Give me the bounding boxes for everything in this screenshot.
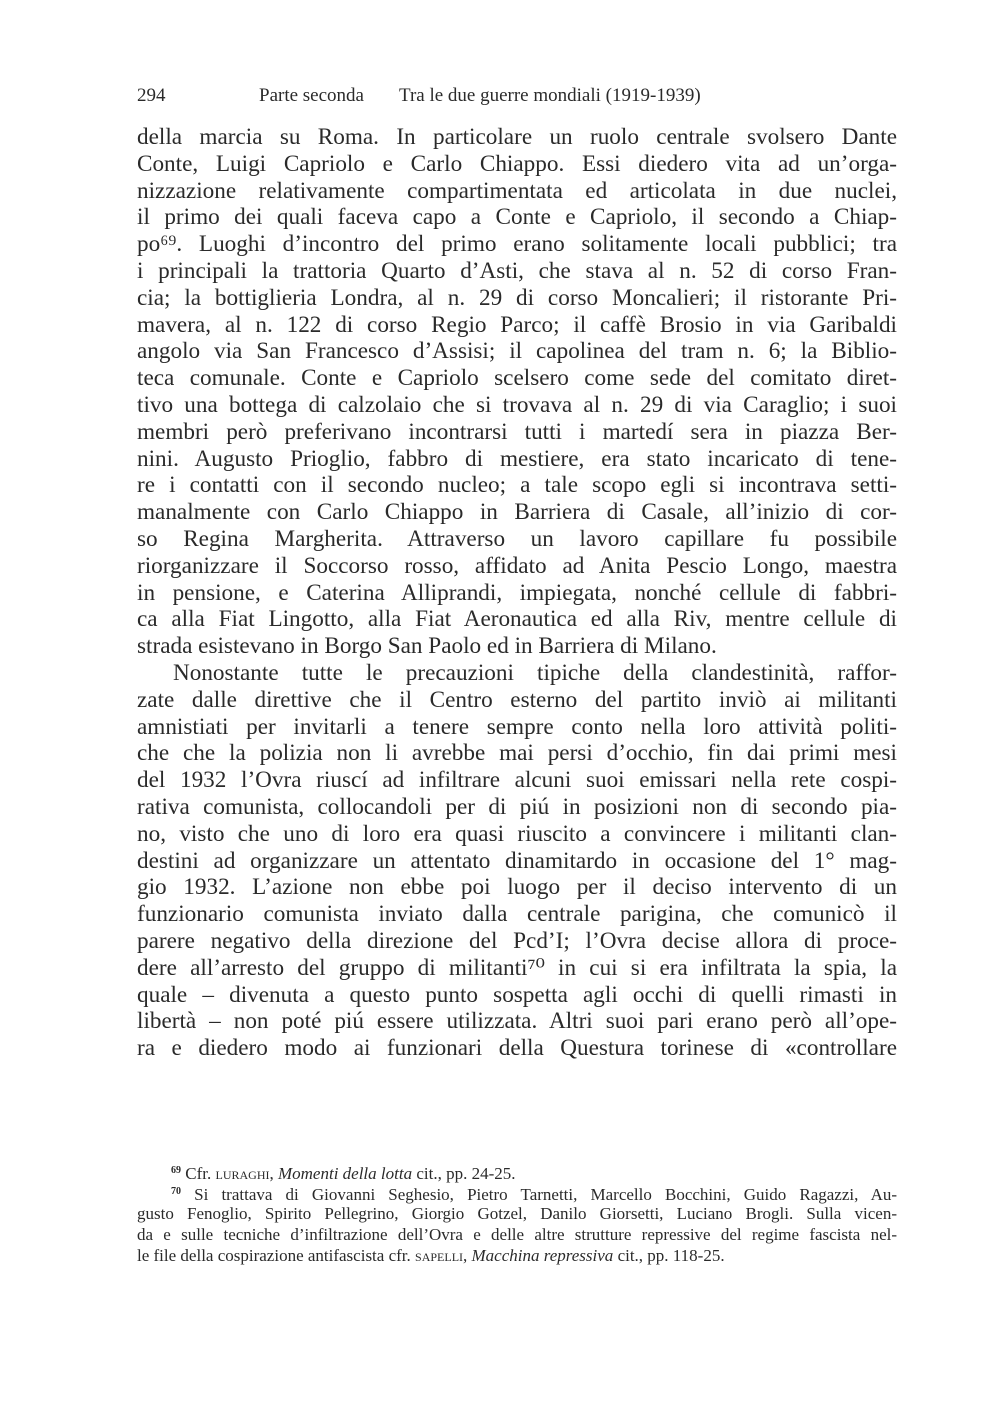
text-line: teca comunale. Conte e Capriolo scelsero come sede del comitato diret-	[137, 365, 897, 392]
running-header	[137, 84, 897, 108]
text-line: mavera, al n. 122 di corso Regio Parco; il caffè Brosio in via Garibaldi	[137, 311, 897, 338]
text-line: Conte, Luigi Capriolo e Carlo Chiappo. Essi diedero vita ad un’orga-	[137, 150, 897, 177]
header-title: Tra le due guerre mondiali (1919-1939)	[399, 85, 701, 106]
text-line: rativa comunista, collocandoli per di piú in posizioni non di secondo pia-	[137, 793, 897, 820]
text-line: nizzazione relativamente compartimentata ed articolata in due nuclei,	[137, 177, 897, 204]
footnote-text: cit., pp. 24-25.	[412, 1164, 516, 1183]
text-line: dere all’arresto del gruppo di militanti⁷⁰ in cui si era infiltrata la spia, la	[137, 954, 897, 981]
text-line: angolo via San Francesco d’Assisi; il capolinea del tram n. 6; la Biblio-	[137, 338, 897, 365]
text-line: re i contatti con il secondo nucleo; a tale scopo egli si incontrava setti-	[137, 472, 897, 499]
footnote-marker: 69	[171, 1165, 181, 1176]
footnote-70-line	[137, 1181, 898, 1205]
footnote-work-title: Macchina repressiva	[471, 1246, 614, 1266]
text-line: parere negativo della direzione del Pcd’I; l’Ovra decise allora di proce-	[137, 927, 897, 954]
text-line: in pensione, e Caterina Alliprandi, impiegata, nonché cellule di fabbri-	[137, 579, 897, 606]
text-line: i principali la trattoria Quarto d’Asti, che stava al n. 52 di corso Fran-	[137, 257, 897, 284]
text-line: cia; la bottiglieria Londra, al n. 29 di corso Moncalieri; il ristorante Pri-	[137, 284, 897, 311]
footnote-text: ,	[463, 1246, 472, 1266]
text-line: no, visto che uno di loro era quasi riuscito a convincere i militanti clan-	[137, 820, 897, 847]
text-line: libertà – non poté piú essere utilizzata. Altri suoi pari erano però all’ope-	[137, 1008, 897, 1035]
body-text	[137, 124, 897, 1062]
text-line: Nonostante tutte le precauzioni tipiche della clandestinità, raffor-	[173, 659, 897, 686]
text-line: zate dalle direttive che il Centro esterno del partito inviò ai militanti	[137, 686, 897, 713]
text-line: del 1932 l’Ovra riuscí ad infiltrare alcuni suoi emissari nella rete cospi-	[137, 767, 897, 794]
text-line: che che la polizia non li avrebbe mai persi d’occhio, fin dai primi mesi	[137, 740, 897, 767]
page-number: 294	[137, 85, 166, 106]
footnote-author: sapelli	[415, 1246, 464, 1266]
footnote-text: le file della cospirazione antifascista cfr.	[137, 1246, 416, 1266]
footnote-text: ,	[269, 1164, 278, 1183]
text-line: riorganizzare il Soccorso rosso, affidato ad Anita Pescio Longo, maestra	[137, 552, 897, 579]
footnote-text: Si trattava di Giovanni Seghesio, Pietro Tarnetti, Marcello Bocchini, Guido Ragazzi, Au-	[194, 1185, 898, 1205]
text-line: gio 1932. L’azione non ebbe poi luogo per il deciso intervento di un	[137, 874, 897, 901]
footnote-text: Cfr.	[185, 1164, 216, 1183]
text-line: destini ad organizzare un attentato dinamitardo in occasione del 1° mag-	[137, 847, 897, 874]
book-page	[137, 0, 897, 1402]
footnote-69	[137, 1160, 897, 1181]
text-line: strada esistevano in Borgo San Paolo ed in Barriera di Milano.	[137, 633, 717, 660]
text-line: ra e diedero modo ai funzionari della Questura torinese di «controllare	[137, 1035, 897, 1062]
text-line: della marcia su Roma. In particolare un ruolo centrale svolsero Dante	[137, 124, 897, 150]
footnote-work-title: Momenti della lotta	[277, 1164, 413, 1183]
text-line: ca alla Fiat Lingotto, alla Fiat Aeronautica ed alla Riv, mentre cellule di	[137, 606, 897, 633]
text-line: membri però preferivano incontrarsi tutti i martedí sera in piazza Ber-	[137, 418, 897, 445]
text-line: manalmente con Carlo Chiappo in Barriera di Casale, all’inizio di cor-	[137, 499, 897, 526]
header-part-label: Parte seconda	[259, 85, 364, 106]
text-line: tivo una bottega di calzolaio che si trovava al n. 29 di via Caraglio; i suoi	[137, 391, 897, 418]
text-line: quale – divenuta a questo punto sospetta agli occhi di quelli rimasti in	[137, 981, 897, 1008]
footnote-author: luraghi	[215, 1164, 270, 1183]
text-line: amnistiati per invitarli a tenere sempre conto nella loro attività politi-	[137, 713, 897, 740]
text-line: po⁶⁹. Luoghi d’incontro del primo erano solitamente locali pubblici; tra	[137, 231, 897, 258]
footnote-70-line: da e sulle tecniche d’infiltrazione dell’Ovra e delle altre strutture repressive del regime fascista nel-	[137, 1224, 897, 1244]
text-line: so Regina Margherita. Attraverso un lavoro capillare fu possibile	[137, 525, 897, 552]
footnote-70-line	[137, 1245, 897, 1266]
footnote-text: cit., pp. 118-25.	[613, 1246, 725, 1266]
footnote-marker: 70	[171, 1186, 181, 1198]
text-line: funzionario comunista inviato dalla centrale parigina, che comunicò il	[137, 901, 897, 928]
footnotes	[137, 1160, 897, 1266]
text-line: nini. Augusto Prioglio, fabbro di mestiere, era stato incaricato di tene-	[137, 445, 897, 472]
footnote-70-line: gusto Fenoglio, Spirito Pellegrino, Giorgio Gotzel, Danilo Giorsetti, Luciano Brogli. Sulla vicen-	[137, 1203, 897, 1223]
text-line: il primo dei quali faceva capo a Conte e Capriolo, il secondo a Chiap-	[137, 204, 897, 231]
